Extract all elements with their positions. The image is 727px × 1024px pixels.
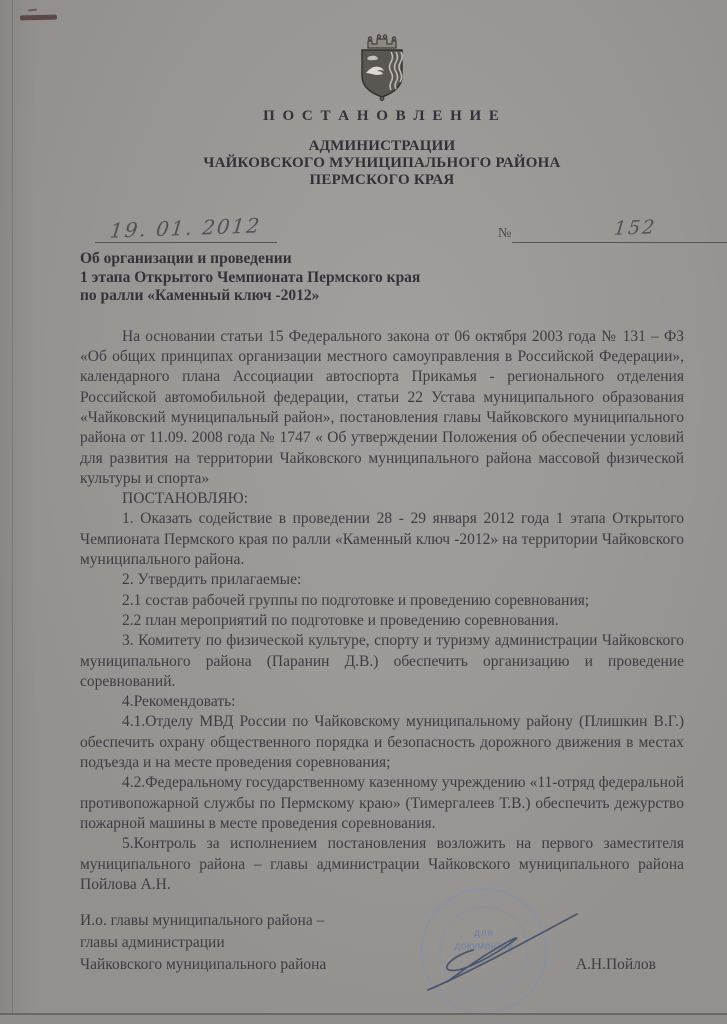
decree-body: [80, 327, 684, 895]
signer-post: [80, 910, 326, 976]
issuing-authority: [80, 138, 684, 189]
body-paragraph: 3. Комитету по физической культуре, спорту и туризму администрации Чайковского муниципального района (Паранин Д.В.) обеспечить организацию и проведение соревнований.: [80, 632, 684, 690]
pen-mark: [20, 15, 57, 20]
handwritten-number: 152: [612, 216, 658, 240]
document-type-title: П О С Т А Н О В Л Е Н И Е: [263, 108, 501, 124]
org-line: ЧАЙКОВСКОГО МУНИЦИПАЛЬНОГО РАЙОНА: [203, 155, 561, 171]
signature-block: [80, 910, 684, 976]
signer-name: А.Н.Пойлов: [575, 956, 656, 974]
signer-post-line: Чайковского муниципального района: [80, 956, 327, 974]
handwritten-date: 19. 01. 2012: [109, 213, 263, 243]
org-line: АДМИНИСТРАЦИИ: [308, 138, 456, 154]
number-field: [512, 214, 727, 243]
svg-text:для: для: [473, 928, 495, 939]
page-bottom-edge: [0, 1013, 727, 1024]
document-content: [80, 0, 684, 976]
body-paragraph: 4.Рекомендовать:: [122, 693, 236, 711]
subject-line: по ралли «Каменный ключ -2012»: [80, 287, 320, 305]
body-paragraph: ПОСТАНОВЛЯЮ:: [122, 490, 249, 508]
reference-row: [80, 213, 684, 246]
body-paragraph: 2. Утвердить прилагаемые:: [122, 571, 302, 589]
svg-text:документов: документов: [454, 941, 514, 952]
body-paragraph: 2.1 состав рабочей группы по подготовке и проведению соревнования;: [122, 591, 590, 609]
date-field: [95, 214, 277, 243]
body-paragraph: 2.2 план мероприятий по подготовке и проведению соревнования.: [122, 611, 559, 629]
body-paragraph: На основании статьи 15 Федерального закона от 06 октября 2003 года № 131 – ФЗ «Об общих принципах организации местного самоуправления в Российской Федерации», календарного плана Ассоциации автоспорта Прикамья - регионального отделения Российской автомобильной федерации, статьи 22 Устава муниципального образования «Чайковский муниципальный район», постановления главы Чайковского муниципального района от 11.09. 2008 года № 1747 « Об утверждении Положения об обеспечении условий для развития на территории Чайковского муниципального района массовой физической культуры и спорта»: [80, 327, 684, 487]
body-paragraph: 1. Оказать содействие в проведении 28 - 29 января 2012 года 1 этапа Открытого Чемпионата Пермского края по ралли «Каменный ключ -2012» на территории Чайковского муниципального района.: [80, 510, 684, 569]
subject-line: Об организации и проведении: [80, 250, 292, 267]
body-paragraph: 5.Контроль за исполнением постановления возложить на первого заместителя муниципального района – главы администрации Чайковского муниципального района Пойлова А.Н.: [80, 835, 684, 893]
number-label: №: [498, 226, 512, 241]
coat-of-arms-icon: [353, 29, 411, 101]
signer-post-line: И.о. главы муниципального района –: [80, 912, 325, 930]
signer-post-line: главы администрации: [80, 934, 225, 952]
body-paragraph: 4.1.Отделу МВД России по Чайковскому муниципальному району (Плишкин В.Г.) обеспечить охрану общественного порядка и безопасность дорожного движения в местах подъезда и на месте проведения соревнования;: [80, 713, 684, 772]
scan-edge-shadow: [12, 0, 13, 1014]
pen-mark-tick: [28, 9, 37, 12]
subject-block: [80, 250, 684, 306]
subject-line: 1 этапа Открытого Чемпионата Пермского края: [80, 268, 421, 286]
body-paragraph: 4.2.Федеральному государственному казенному учреждению «11-отряд федеральной противопожарной службы по Пермскому краю» (Тимергалеев Т.В.) обеспечить дежурство пожарной машины в месте проведения соревнования.: [80, 774, 684, 832]
org-line: ПЕРМСКОГО КРАЯ: [309, 172, 455, 188]
